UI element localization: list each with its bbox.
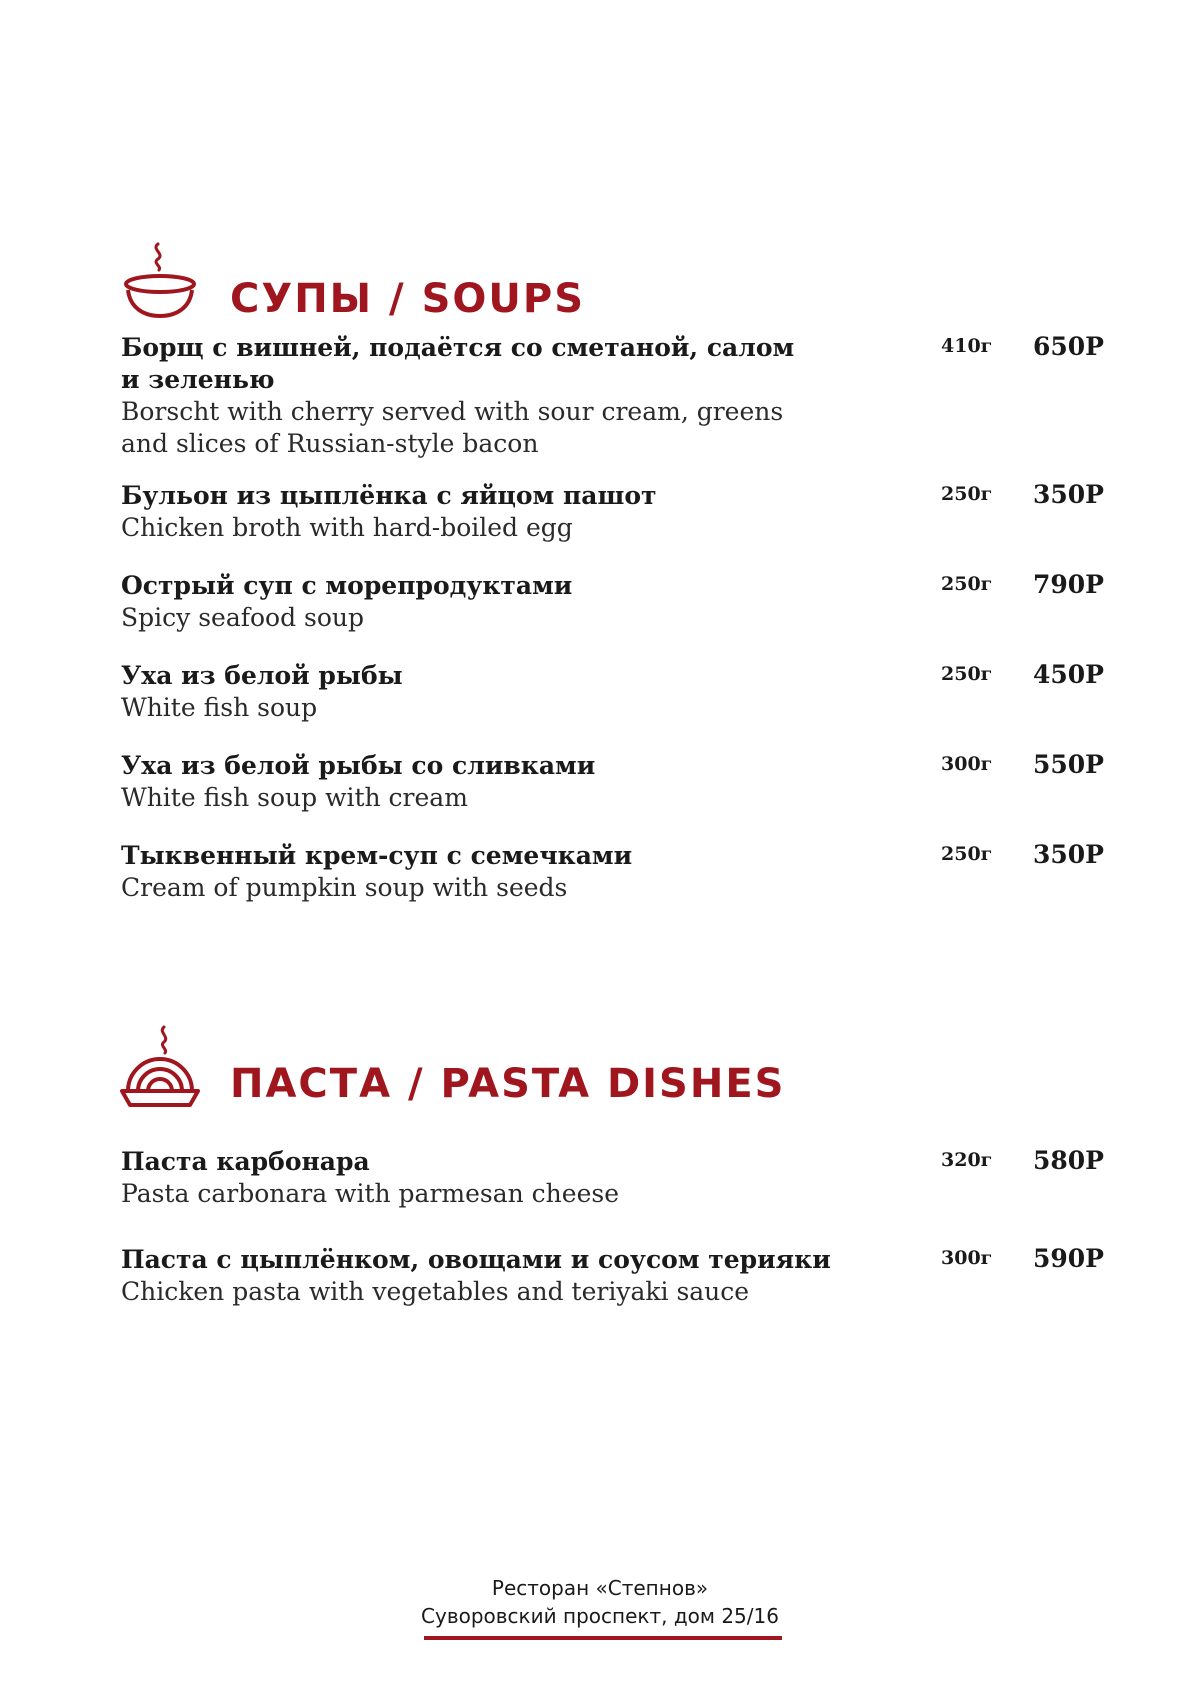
item-name-ru: Паста с цыплёнком, овощами и соусом терияки [121,1245,831,1274]
item-price: 790Р [1033,570,1104,599]
soups-title: СУПЫ / SOUPS [230,276,585,322]
item-name-en: White fish soup with cream [121,783,468,812]
item-name-en: Cream of pumpkin soup with seeds [121,873,568,902]
footer-underline [424,1636,782,1640]
item-price: 450Р [1033,660,1104,689]
menu-item [121,750,1104,840]
item-price: 550Р [1033,750,1104,779]
menu-item [121,570,1104,660]
soups-list [121,332,1104,930]
item-name-ru: Острый суп с морепродуктами [121,571,573,600]
item-name-ru: Бульон из цыплёнка с яйцом пашот [121,481,657,510]
menu-item [121,1244,1104,1334]
soups-header [118,240,585,330]
pasta-list [121,1146,1104,1334]
menu-item [121,332,1104,480]
item-weight: 300г [941,1247,993,1269]
item-name-en: Chicken broth with hard-boiled egg [121,513,573,542]
item-name-en: Spicy seafood soup [121,603,365,632]
item-weight: 320г [941,1149,993,1171]
item-weight: 250г [941,843,993,865]
item-name-en: Chicken pasta with vegetables and teriyaki sauce [121,1277,750,1306]
item-weight: 250г [941,573,993,595]
item-name-ru: Уха из белой рыбы со сливками [121,751,596,780]
menu-item [121,480,1104,570]
item-price: 580Р [1033,1146,1104,1175]
soup-bowl-icon [118,240,202,330]
item-price: 590Р [1033,1244,1104,1273]
pasta-header [118,1025,785,1115]
menu-item [121,840,1104,930]
pasta-title: ПАСТА / PASTA DISHES [230,1061,786,1107]
footer [0,1574,1200,1630]
item-name-en: White fish soup [121,693,318,722]
menu-item [121,1146,1104,1244]
restaurant-name: Ресторан «Степнов» [491,1576,709,1600]
item-name-ru: Тыквенный крем-суп с семечками [121,841,633,870]
item-weight: 250г [941,663,993,685]
item-name-ru: Паста карбонара [121,1147,370,1176]
menu-item [121,660,1104,750]
item-price: 350Р [1033,480,1104,509]
item-weight: 300г [941,753,993,775]
item-name-ru: Борщ с вишней, подаётся со сметаной, салом и зеленью [121,333,795,394]
pasta-plate-icon [118,1025,202,1115]
item-price: 650Р [1033,332,1104,361]
item-name-ru: Уха из белой рыбы [121,661,403,690]
item-name-en: Borscht with cherry served with sour cream, greens and slices of Russian-style bacon [121,397,784,458]
item-weight: 410г [941,335,993,357]
item-price: 350Р [1033,840,1104,869]
item-weight: 250г [941,483,993,505]
item-name-en: Pasta carbonara with parmesan cheese [121,1179,619,1208]
restaurant-address: Суворовский проспект, дом 25/16 [421,1604,779,1628]
